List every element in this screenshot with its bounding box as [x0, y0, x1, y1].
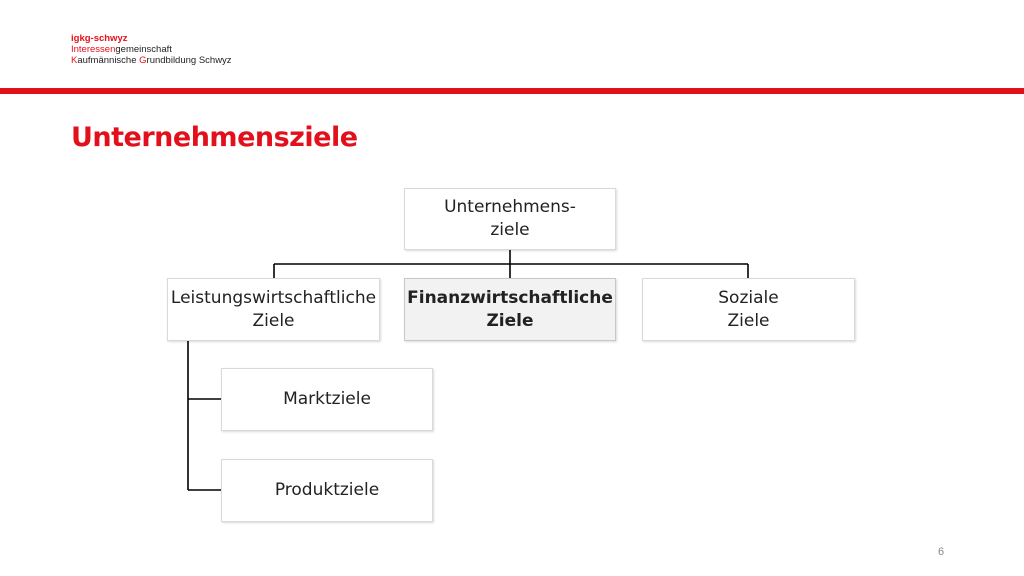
node-marktziele-label: Marktziele: [283, 389, 371, 409]
node-unternehmensziele-line-1: Unternehmens-: [444, 197, 576, 217]
org-brand: igkg-schwyz: [71, 33, 128, 44]
node-leistungswirtschaftliche-label: [171, 287, 376, 333]
node-produktziele-label: Produktziele: [274, 480, 380, 500]
node-soziale-line-2: Ziele: [727, 310, 770, 331]
node-unternehmensziele-line-2: ziele: [490, 220, 530, 240]
node-unternehmensziele-label: [444, 196, 576, 242]
org-line-2-initial-g: G: [139, 55, 147, 66]
node-marktziele[interactable]: [221, 368, 433, 431]
org-line-2-part-b: rundbildung Schwyz: [146, 55, 232, 66]
page-title: Unternehmensziele: [71, 122, 358, 153]
node-finanzwirtschaftliche-line-2: Ziele: [486, 310, 534, 331]
node-leistungswirtschaftliche-line-2: Ziele: [252, 310, 295, 331]
node-soziale-label: [718, 287, 778, 333]
node-soziale-line-1: Soziale: [718, 287, 779, 308]
node-leistungswirtschaftliche-line-1: Leistungswirtschaftliche: [170, 287, 377, 308]
node-finanzwirtschaftliche-label: [407, 287, 613, 333]
node-finanzwirtschaftliche-line-1: Finanzwirtschaftliche: [407, 287, 613, 308]
node-unternehmensziele[interactable]: [404, 188, 616, 250]
org-line-1-highlight: Interessen: [71, 44, 116, 55]
org-line-2-initial-k: K: [71, 55, 78, 66]
node-leistungswirtschaftliche-ziele[interactable]: [167, 278, 380, 341]
node-finanzwirtschaftliche-ziele[interactable]: [404, 278, 616, 341]
page-number: 6: [938, 546, 945, 558]
node-produktziele[interactable]: [221, 459, 433, 522]
org-line-1-rest: gemeinschaft: [115, 44, 172, 55]
node-soziale-ziele[interactable]: [642, 278, 855, 341]
org-line-2-part-a: aufmännische: [77, 55, 140, 66]
